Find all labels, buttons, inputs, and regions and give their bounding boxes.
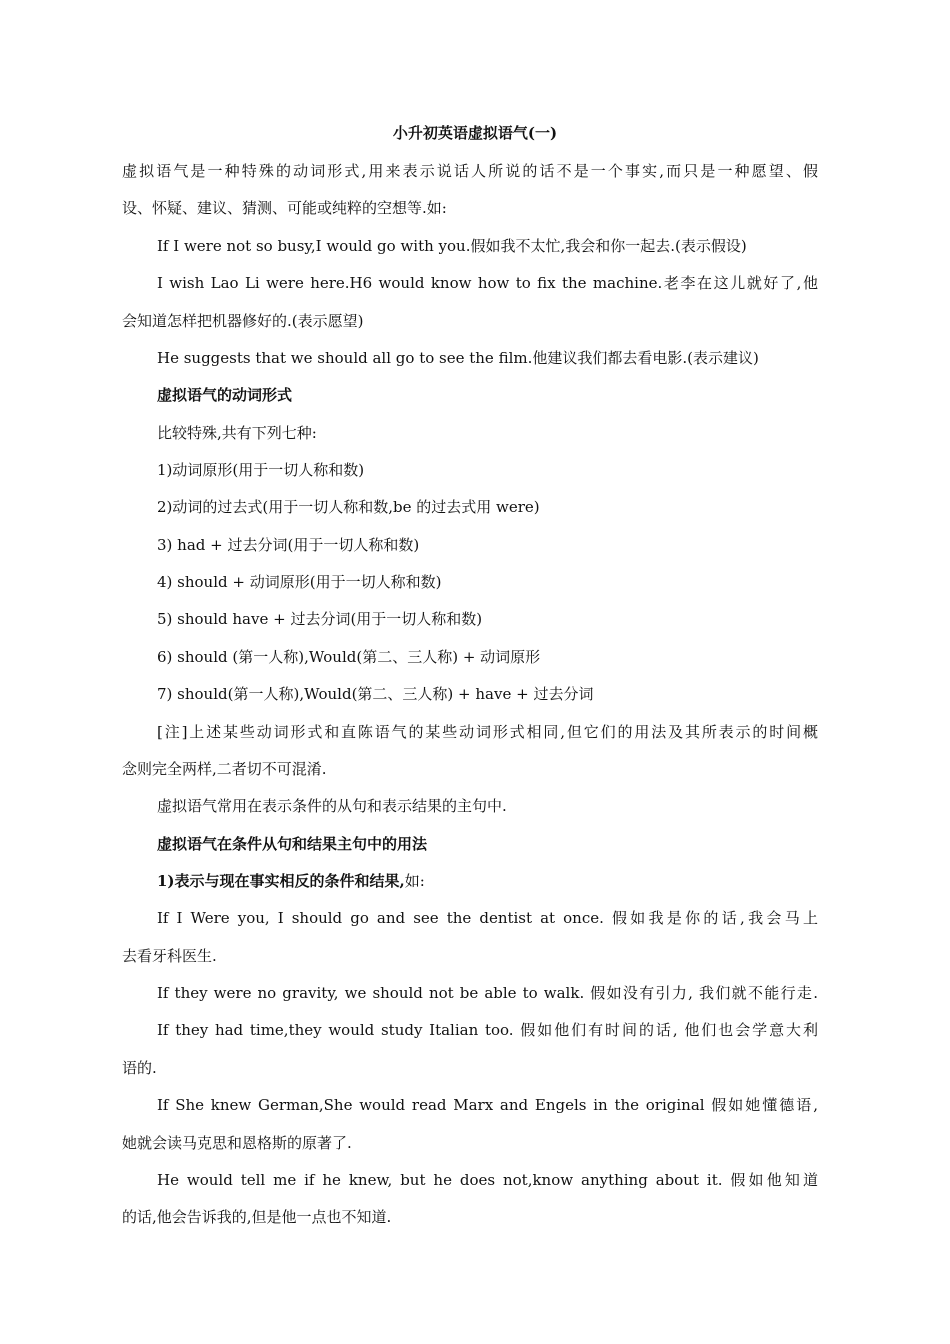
verb-form-item: 2)动词的过去式(用于一切人称和数,be 的过去式用 were)	[157, 498, 540, 516]
example-german-line-1: If She knew German,She would read Marx and Engels in the original 假如她懂德语,	[157, 1096, 818, 1114]
verb-form-item: 5) should have + 过去分词(用于一切人称和数)	[157, 610, 483, 628]
example-gravity: If they were no gravity, we should not be able to walk. 假如没有引力, 我们就不能行走.	[157, 984, 818, 1002]
note-line-2: 念则完全两样,二者切不可混淆.	[122, 760, 327, 778]
verb-form-item: 6) should (第一人称),Would(第二、三人称) + 动词原形	[157, 648, 541, 666]
example-hypothesis: If I were not so busy,I would go with you.假如我不太忙,我会和你一起去.(表示假设)	[157, 237, 747, 255]
section-heading-conditional: 虚拟语气在条件从句和结果主句中的用法	[157, 835, 428, 853]
example-german-line-2: 她就会读马克思和恩格斯的原著了.	[122, 1134, 352, 1152]
intro-line-1: 虚拟语气是一种特殊的动词形式,用来表示说话人所说的话不是一个事实,而只是一种愿望、假	[122, 162, 818, 180]
subheading-tail: 如:	[404, 872, 425, 890]
verb-form-item: 1)动词原形(用于一切人称和数)	[157, 461, 365, 479]
section-heading-verb-forms: 虚拟语气的动词形式	[157, 386, 293, 404]
note-line-1: [注]上述某些动词形式和直陈语气的某些动词形式相同,但它们的用法及其所表示的时间概	[157, 723, 818, 741]
verb-forms-lead: 比较特殊,共有下列七种:	[157, 424, 317, 442]
example-dentist-line-2: 去看牙科医生.	[122, 947, 217, 965]
usage-statement: 虚拟语气常用在表示条件的从句和表示结果的主句中.	[157, 797, 507, 815]
page-title: 小升初英语虚拟语气(一)	[392, 124, 558, 142]
example-tell-line-1: He would tell me if he knew, but he does not,know anything about it. 假如他知道	[157, 1171, 818, 1189]
example-suggestion: He suggests that we should all go to see the film.他建议我们都去看电影.(表示建议)	[157, 349, 759, 367]
example-wish-line-2: 会知道怎样把机器修好的.(表示愿望)	[122, 312, 364, 330]
subheading-text: 1)表示与现在事实相反的条件和结果,	[157, 872, 405, 890]
example-dentist-line-1: If I Were you, I should go and see the dentist at once. 假如我是你的话,我会马上	[157, 909, 818, 927]
example-italian-line-2: 语的.	[122, 1059, 157, 1077]
example-wish-line-1: I wish Lao Li were here.H6 would know how to fix the machine.老李在这儿就好了,他	[157, 274, 818, 292]
example-tell-line-2: 的话,他会告诉我的,但是他一点也不知道.	[122, 1208, 392, 1226]
intro-line-2: 设、怀疑、建议、猜测、可能或纯粹的空想等.如:	[122, 199, 447, 217]
subheading-present-counterfactual	[157, 869, 425, 893]
verb-form-item: 3) had + 过去分词(用于一切人称和数)	[157, 536, 420, 554]
verb-form-item: 4) should + 动词原形(用于一切人称和数)	[157, 573, 442, 591]
verb-form-item: 7) should(第一人称),Would(第二、三人称) + have + 过去分词	[157, 685, 594, 703]
example-italian-line-1: If they had time,they would study Italian too. 假如他们有时间的话, 他们也会学意大利	[157, 1021, 818, 1039]
